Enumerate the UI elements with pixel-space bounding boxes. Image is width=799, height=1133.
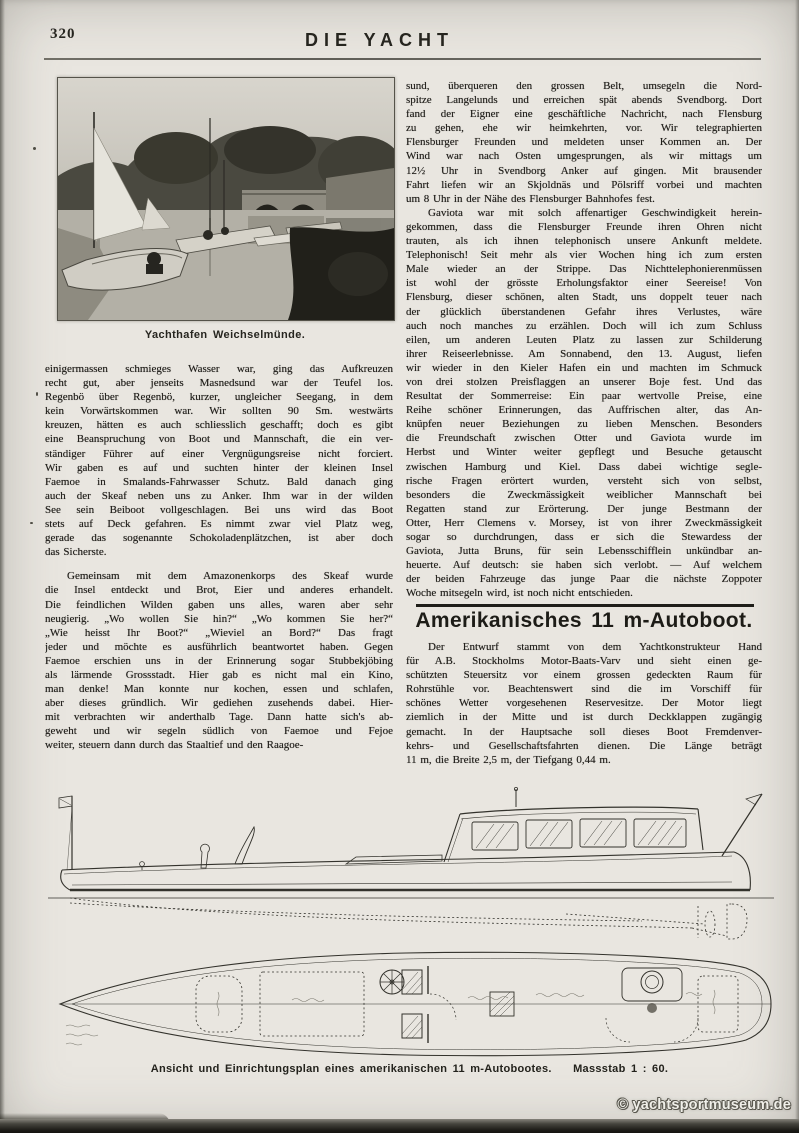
drawing-caption: [90, 1063, 729, 1075]
right-column: sund, überqueren den grossen Belt, umsegeln die Nord- spitze Langelunds und erreichen spät abends Svendborg. Dort fand der Eigner eine geschäftliche Nachricht, nach Flensburg zu gehen, ehe wir heimkehrten, vor. Wir telegraphierten Flensburger Freunden und meldeten unser Kommen an. Der Wind war nach Osten umgesprungen, als wir mittags um 12½ Uhr in Svendborg Anker auf gingen. Mit brausender Fahrt liefen wir an Skjoldnäs und Pölsriff vorbei und machten um 8 Uhr in der Nähe des Flensburger Bahnhofes fest. Gaviota war mit solch affenartiger Geschwindigkeit herein- gekommen, dass die Flensburger Freunde ihren Ohren nicht trauten, als ich ihnen telephonisch unsere Ankunft meldete. Telephonisch! Seit mehr als vier Wochen hing ich zum ersten Male wieder an der Strippe. Das Nichttelephonierenmüssen ist wohl der grösste Erholungsfaktor einer Seereise! Von Flensburg, dieser schönen, alten Stadt, uns doppelt teuer nach der glücklich überstandenen Gefahr ihres Verlustes, wäre auch noch manches zu erzählen. Doch will ich zum Schluss eilen, um anderen Leuten Platz zu lassen zur Schilderung ihrer Reiseerlebnisse. Am Sonnabend, den 13. August, liefen wir wieder in den Kieler Hafen ein und machten im Schmuck von drei stolzen Preisflaggen an unserer Boje fest. Und das Resultat der Sommerreise: Ein paar wertvolle Preise, eine Reihe schöner Erinnerungen, das Auffrischen alter, das An- knüpfen neuer Beziehungen zu lieben Menschen. Besonders die Freundschaft zwischen Otter und Gaviota wurde im Herbst und Winter weiter gepflegt und Besuche getauscht zwischen Hamburg und Kiel. Dass dabei wichtige segle- rische Fragen erörtert wurden, versteht sich von selbst, besonders die Zweckmässigkeit weiblicher Mannschaft bei Regatten stand zur Erörterung. Der junge Bestmann der Otter, Herr Clemens v. Morsey, ist von ihrer Zweckmässigkeit sogar so durchdrungen, dass er sich die Stewardess der Gaviota, Jutta Bruns, für sein Lebensschifflein unkündbar an- heuerte. Auf deutsch: sie haben sich verlobt. — Auf welchem der beiden Fahrzeuge das junge Paar die nächste Zoppoter Woche mitsegeln wird, ist noch nicht entschieden.: [406, 80, 762, 600]
underwater-profile: [70, 898, 747, 939]
header-rule: [44, 58, 761, 60]
article-body: Der Entwurf stammt von dem Yachtkonstrukteur Hand für A.B. Stockholms Motor-Baats-Varv und sieht einen ge- schützten Steuersitz vor einem grossen gedeckten Raum für Rohrstühle vor. Beachtenswert sind die im Vorschiff für schönes Wetter vorgesehenen Reservesitze. Der Motor liegt ziemlich in der Mitte und ist durch Deckklappen zugängig gemacht. In der Hauptsache soll dieses Boot Fremdenver- kehrs- und Gesellschaftsfahrten dienen. Die Länge beträgt 11 m, die Breite 2,5 m, der Tiefgang 0,44 m.: [406, 641, 762, 766]
boat-plan-drawing: [46, 786, 788, 1058]
scan-edge-left: [0, 0, 5, 1133]
scan-edge-right: [795, 0, 799, 1133]
drawing-scale-text: Massstab 1 : 60.: [573, 1063, 669, 1075]
page-number: 320: [50, 26, 76, 42]
photo-bridge: [242, 190, 328, 213]
scan-speck: [33, 147, 36, 150]
harbor-photo: [57, 77, 395, 321]
window-hatching: [476, 821, 682, 848]
watermark: © yachtsportmuseum.de: [617, 1097, 791, 1113]
photo-caption: Yachthafen Weichselmünde.: [144, 329, 306, 341]
side-view: [48, 787, 774, 939]
scan-speck: [30, 522, 33, 524]
plan-view: [60, 952, 771, 1055]
photo-foliage-clump: [328, 252, 388, 296]
scan-edge-bottom: [0, 1119, 799, 1133]
scan-speck: [36, 392, 38, 396]
masthead-title: DIE YACHT: [304, 30, 455, 50]
article-divider-rule: [416, 604, 754, 607]
engine-casings: [402, 966, 428, 1043]
boat-drawing-illustration: [46, 786, 788, 1058]
harbor-photo-illustration: [58, 78, 394, 320]
handwriting-squiggle: [66, 990, 715, 1045]
drawing-caption-text: Ansicht und Einrichtungsplan eines amerikanischen 11 m-Autobootes.: [150, 1063, 552, 1075]
left-column: einigermassen schmieges Wasser war, ging das Aufkreuzen recht gut, aber jenseits Masnedsund war der Teufel los. Regenbö über Regenbö, kurzer, ungleicher Seegang, in dem kein Vorwärtskommen war. Wir sollten 90 Sm. westwärts kreuzen, hätten es auch schliesslich geschafft; doch es gibt eine Beanspruchung von Boot und Mannschaft, die ein ver- ständiger Führer auf einer Vergnügungsreise nicht forciert. Wir gaben es auf und suchten hinter der kleinen Insel Faemoe in Smalands-Fahrwasser Schutz. Bald danach ging auch der Skeaf neben uns zu Anker. Ihm war in der wilden See sein Beiboot vollgeschlagen. Bei uns wird das Boot stets auf Deck gefahren. Es nimmt zwar viel Platz weg, gerade das sogenannte Schokoladenplätzchen, ist aber doch das Sicherste. Gemeinsam mit dem Amazonenkorps des Skeaf wurde die Insel entdeckt und Brot, Eier und anderes erhandelt. Die feindlichen Wilden gaben uns alles, waren aber sehr neugierig. „Wo wollen Sie hin?“ „Wo kommen Sie her?“ „Wie heisst Ihr Boot?“ „Wieviel an Bord?“ Das fragt jeder und möchte es ausführlich beantwortet haben. Gegen Faemoe erschien uns in der Erinnerung sogar Stubbekjöbing als lärmende Grossstadt. Hier gab es nicht mal ein Kino, man denke! Man konnte nur kochen, essen und schlafen, aber dieses gründlich. Wir gediehen zusehends dabei. Hier- mit verbrachten wir anderthalb Tage. Dann hatte sich's ab- geweht und wir segeln südlich von Faemoe und Fejoe weiter, steuern dann durch das Staaltief und den Raagoe-: [45, 363, 393, 752]
article-heading: Amerikanisches 11 m-Autoboot.: [415, 609, 753, 632]
